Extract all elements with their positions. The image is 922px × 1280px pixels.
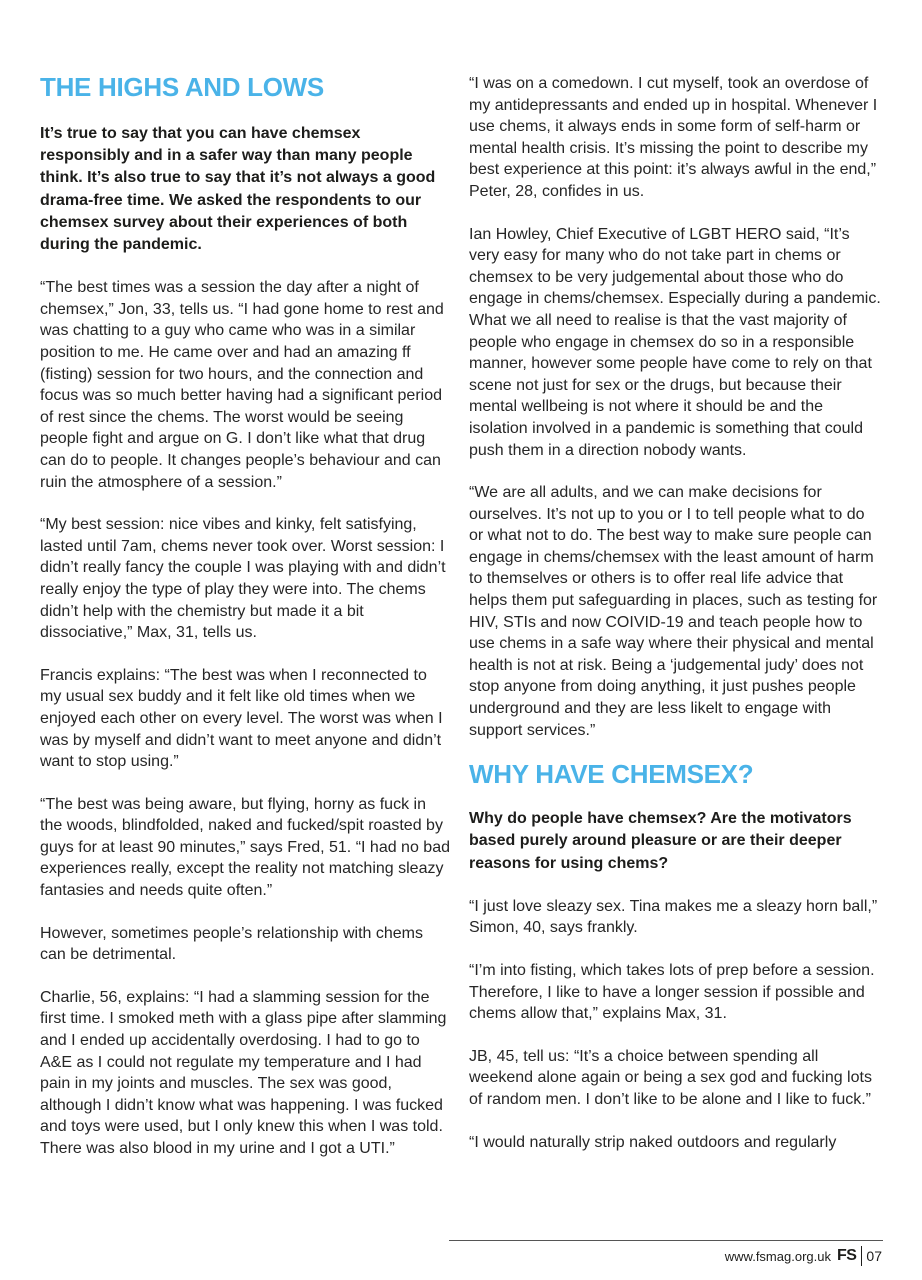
body-paragraph: Charlie, 56, explains: “I had a slamming session for the first time. I smoked meth with a glass pipe after slamming and I ended up accidentally overdosing. I had to go to A&E as I could not regulate my temperature and I had pain in my joints and muscles. The sex was good, although I didn’t know what was happening. I was fucked and toys were used, but I only knew this when I was told. There was also blood in my urine and I got a UTI.” [40, 988, 447, 1157]
body-paragraph: “My best session: nice vibes and kinky, felt satisfying, lasted until 7am, chems never took over. Worst session: I didn’t really fancy the couple I was playing with and didn’t really enjoy the type of play they were into. The chems didn’t help with the chemistry but made it a bit dissociative,” Max, 31, tells us. [40, 516, 446, 642]
body-paragraph: Ian Howley, Chief Executive of LGBT HERO said, “It’s very easy for many who do not take part in chems or chemsex to be very judgemental about those who do engage in chems/chemsex. Especially during a pandemic. What we all need to realise is that the vast majority of people who engage in chemsex do so in a responsible manner, however some people have come to rely on that scene not just for sex or the drugs, but because their mental wellbeing is not where it should be and the isolation involved in a pandemic is something that could push them in a direction nobody wants. [469, 225, 881, 459]
body-paragraph: “I just love sleazy sex. Tina makes me a sleazy horn ball,” Simon, 40, says frankly. [469, 897, 878, 937]
intro-paragraph: Why do people have chemsex? Are the motivators based purely around pleasure or are their deeper reasons for using chems? [469, 810, 852, 872]
fs-logo: FS [836, 1247, 857, 1264]
body-paragraph: “I’m into fisting, which takes lots of prep before a session. Therefore, I like to have a longer session if possible and chems allow that,” explains Max, 31. [469, 962, 875, 1023]
body-paragraph: “We are all adults, and we can make decisions for ourselves. It’s not up to you or I to tell people what to do or what not to do. The best way to make sure people can engage in chems/chemsex with the least amount of harm to themselves or others is to offer real life advice that helps them put safeguarding in places, such as testing for HIV, STIs and now COIVID-19 and teach people how to use chems in a safe way where their physical and mental health is not at risk. Being a ‘judgemental judy’ does not stop anyone from doing anything, it just pushes people underground and they are less likelt to engage with support services.” [469, 484, 878, 739]
section-heading-highs-lows: THE HIGHS AND LOWS [40, 72, 324, 102]
body-paragraph: “The best was being aware, but flying, horny as fuck in the woods, blindfolded, naked and fucked/spit roasted by guys for at least 90 minutes,” says Fred, 51. “I had no bad experiences really, except the reality not matching sleazy fantasies and needs quite often.” [40, 795, 450, 900]
section-heading-why-chemsex: WHY HAVE CHEMSEX? [469, 759, 754, 790]
body-paragraph: “The best times was a session the day after a night of chemsex,” Jon, 33, tells us. “I had gone home to rest and was chatting to a guy who came who was in a similar position to me. He came over and had an amazing ff (fisting) session for two hours, and the connection and focus was so much better having had a significant period of rest since the chems. The worst would be seeing people fight and argue on G. I don’t like what that drug can do to people. It changes people’s behaviour and can ruin the atmosphere of a session.” [40, 279, 444, 491]
footer-url[interactable]: www.fsmag.org.uk [724, 1248, 831, 1264]
page-number: 07 [866, 1248, 882, 1264]
body-paragraph: “I was on a comedown. I cut myself, took an overdose of my antidepressants and ended up in hospital. Whenever I use chems, it always ends in some form of self-harm or mental health crisis. It’s missing the point to describe my best experience at this point: it’s always awful in the end,” Peter, 28, confides in us. [469, 75, 878, 200]
page-footer [725, 1246, 882, 1266]
intro-paragraph: It’s true to say that you can have chemsex responsibly and in a safer way than many people think. It’s also true to say that it’s not always a good drama-free time. We asked the respondents to our chemsex survey about their experiences of both during the pandemic. [40, 125, 436, 254]
body-paragraph: However, sometimes people’s relationship with chems can be detrimental. [40, 924, 423, 964]
footer-separator [861, 1246, 862, 1266]
footer-divider [449, 1240, 883, 1241]
left-column [40, 0, 450, 1160]
right-column [469, 0, 883, 1153]
body-paragraph: Francis explains: “The best was when I reconnected to my usual sex buddy and it felt like old times when we enjoyed each other on every level. The worst was when I was by myself and didn’t want to meet anyone and didn’t want to stop using.” [40, 666, 443, 771]
body-paragraph: “I would naturally strip naked outdoors and regularly [469, 1133, 837, 1151]
body-paragraph: JB, 45, tell us: “It’s a choice between spending all weekend alone again or being a sex god and fucking lots of random men. I don’t like to be alone and I like to fuck.” [469, 1047, 872, 1108]
